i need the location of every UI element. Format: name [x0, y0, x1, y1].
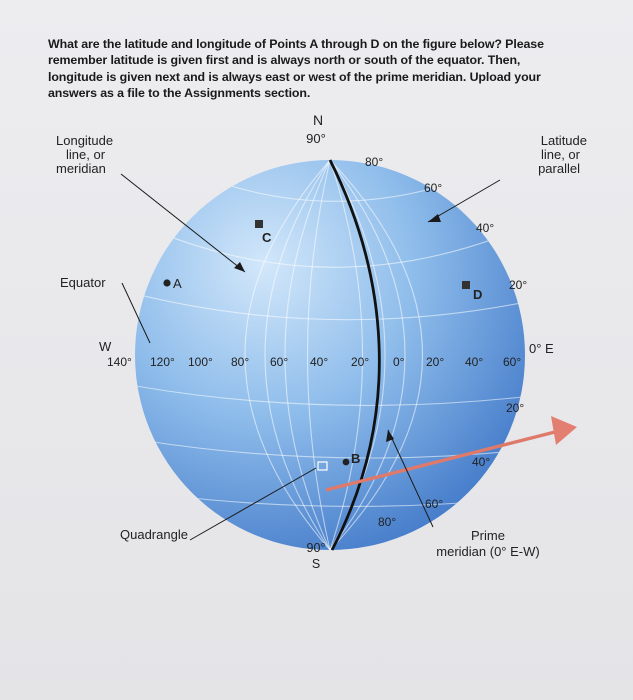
longitude-tick-label: 0° [393, 355, 405, 369]
latitude-40-south-label: 40° [472, 455, 491, 469]
prime-meridian-label-line: meridian (0° E-W) [436, 544, 540, 559]
latitude-20-south-label: 20° [506, 401, 525, 415]
longitude-tick-label: 60° [503, 355, 522, 369]
longitude-tick-label: 80° [231, 355, 250, 369]
longitude-tick-label: 60° [270, 355, 289, 369]
longitude-tick-label: 100° [188, 355, 213, 369]
latitude-80-north-label: 80° [365, 155, 384, 169]
point-d-label: D [473, 287, 483, 302]
south-degree: 90° [306, 541, 326, 555]
latitude-20-north-label: 20° [509, 278, 528, 292]
point-b-label: B [351, 451, 361, 466]
latitude-40-north-label: 40° [476, 221, 495, 235]
latitude-60-south-label: 60° [425, 497, 444, 511]
north-letter: N [312, 112, 324, 128]
longitude-tick-label: 40° [465, 355, 484, 369]
point-c-label: C [262, 230, 272, 245]
east-label: 0° E [529, 341, 554, 356]
longitude-label-line: meridian [56, 161, 106, 176]
longitude-tick-label: 20° [426, 355, 445, 369]
prime-meridian-label-line: Prime [471, 528, 505, 543]
equator-label: Equator [60, 275, 106, 290]
longitude-tick-label: 120° [150, 355, 175, 369]
latitude-label-line: parallel [538, 161, 580, 176]
arrow-head [551, 416, 577, 445]
south-letter: S [311, 557, 321, 571]
latitude-80-south-label: 80° [378, 515, 397, 529]
longitude-tick-label: 40° [310, 355, 329, 369]
longitude-tick-label: 20° [351, 355, 370, 369]
question-line: longitude is given next and is always east or west of the prime meridian. Upload your [48, 69, 541, 84]
point-a-marker [163, 279, 170, 286]
latitude-label-line: line, or [540, 147, 580, 162]
latitude-60-north-label: 60° [424, 181, 443, 195]
question-line: answers as a file to the Assignments section. [48, 86, 311, 101]
point-c-marker [255, 220, 263, 228]
point-a-label: A [173, 276, 182, 291]
point-b-marker [343, 459, 350, 466]
point-d-marker [462, 281, 470, 289]
west-letter: W [99, 339, 112, 354]
longitude-label-line: Longitude [56, 133, 114, 148]
question-line: remember latitude is given first and is always north or south of the equator. Then, [48, 53, 521, 68]
longitude-tick-label: 140° [107, 355, 132, 369]
longitude-label-line: line, or [66, 147, 106, 162]
question-line: What are the latitude and longitude of Points A through D on the figure below? Please [48, 37, 544, 51]
latitude-label-line: Latitude [540, 133, 587, 148]
north-degree: 90° [306, 131, 326, 146]
quadrangle-label: Quadrangle [120, 527, 188, 542]
